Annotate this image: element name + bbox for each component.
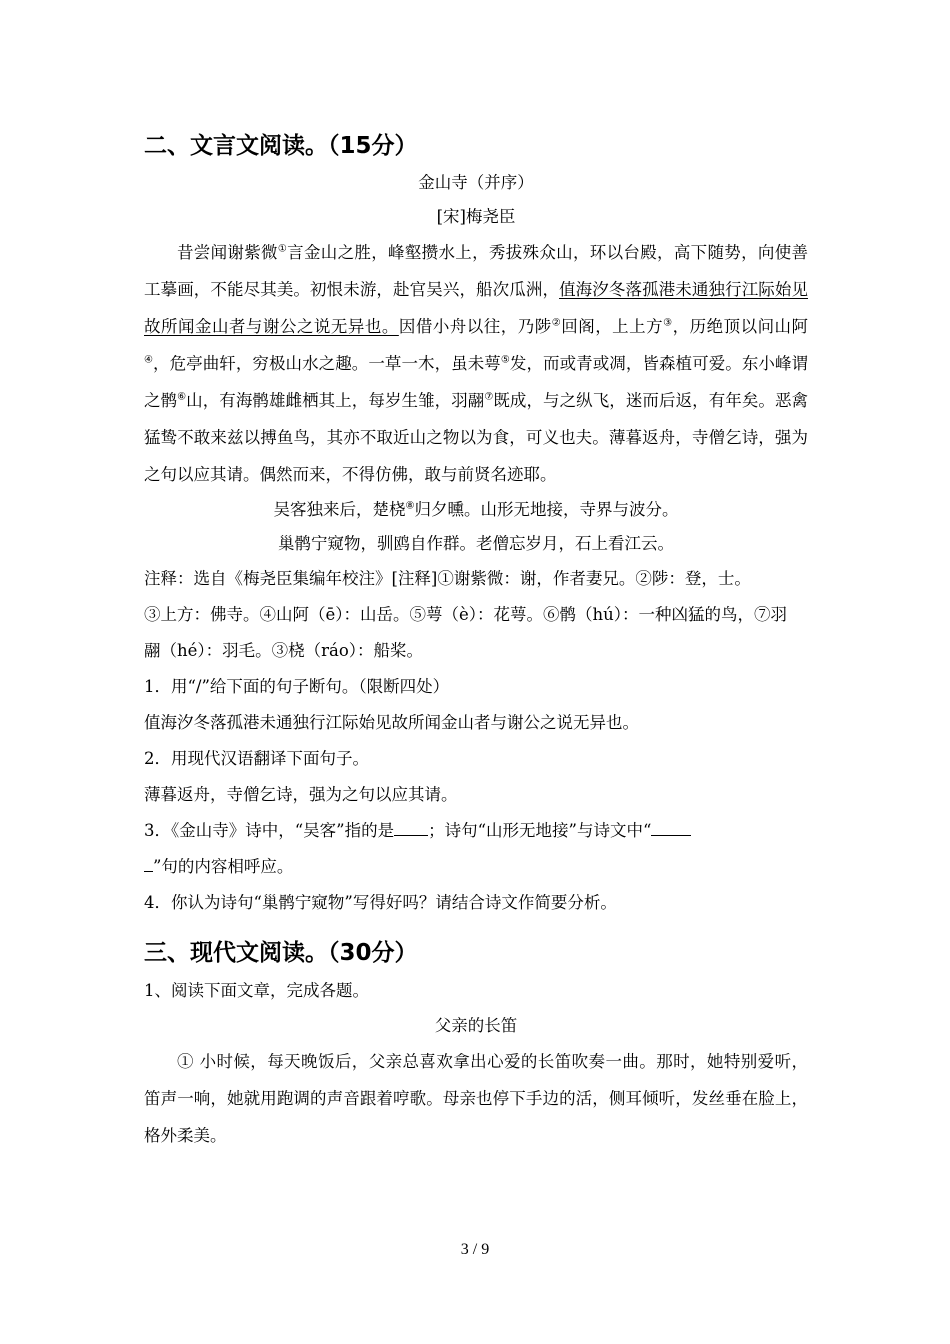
section3-heading: 三、现代文阅读。（30分） xyxy=(144,940,418,966)
answer-blank[interactable] xyxy=(394,821,428,836)
question-2-text: 薄暮返舟，寺僧乞诗，强为之句以应其请。 xyxy=(144,785,458,804)
article-title: 父亲的长笛 xyxy=(434,1016,518,1035)
question-4: 4．你认为诗句“巢鹘宁窥物”写得好吗？请结合诗文作简要分析。 xyxy=(144,893,617,912)
question-1-text: 值海汐冬落孤港未通独行江际始见故所闻金山者与谢公之说无异也。 xyxy=(144,713,639,732)
annotation-line-1: 注释：选自《梅尧臣集编年校注》[注释]①谢紫微：谢，作者妻兄。②陟：登，士。 xyxy=(144,569,751,588)
answer-blank[interactable] xyxy=(651,821,691,836)
underlined-sentence: 值海汐冬落孤港未通独行江际始见故所闻金山者与谢公之说无异也。 xyxy=(144,280,809,336)
preface-text: 昔尝闻谢紫微①言金山之胜，峰壑攒水上，秀拔殊众山，环以台殿，高下随势，向使善工摹画，不能尽其美。初恨未游，赴官吴兴，船次瓜洲，值海汐冬落孤港未通独行江际始见故所闻金山者与谢公之说无异也。因借小舟以往，乃陟②回阁，上上方③，历绝顶以问山阿④，危亭曲轩，穷极山水之趣。一草一木，虽未萼⑤发，而或青或凋，皆森植可爱。东小峰谓之鹘⑥山，有海鹘雄雌栖其上，每岁生雏，羽翮⑦既成，与之纵飞，迷而后返，有年矣。恶禽猛鸷不敢来兹以搏鱼鸟，其亦不取近山之物以为食，可义也夫。薄暮返舟，寺僧乞诗，强为之句以应其请。偶然而来，不得仿佛，敢与前贤名迹耶。 xyxy=(144,243,809,484)
section3-intro: 1、阅读下面文章，完成各题。 xyxy=(144,981,369,1000)
answer-blank[interactable] xyxy=(144,857,153,872)
article-paragraph-1: ① 小时候，每天晚饭后，父亲总喜欢拿出心爱的长笛吹奏一曲。那时，她特别爱听，笛声一响，她就用跑调的声音跟着哼歌。母亲也停下手边的活，侧耳倾听，发丝垂在脸上，格外柔美。 xyxy=(144,1052,808,1145)
question-1: 1．用“/”给下面的句子断句。（限断四处） xyxy=(144,677,450,696)
question-2: 2．用现代汉语翻译下面句子。 xyxy=(144,749,369,768)
poem-title: 金山寺（并序） xyxy=(418,173,534,192)
annotation-line-2: ③上方：佛寺。④山阿（ē）：山岳。⑤萼（è）：花萼。⑥鹘（hú）：一种凶猛的鸟，⑦羽 xyxy=(144,605,788,624)
annotation-line-3: 翮（hé）：羽毛。③桡（ráo）：船桨。 xyxy=(144,641,424,660)
page-number: 3 / 9 xyxy=(460,1241,490,1258)
poem-line-2: 巢鹘宁窥物，驯鸥自作群。老僧忘岁月，石上看江云。 xyxy=(278,534,674,553)
question-3: 3．《金山寺》诗中，“吴客”指的是 ；诗句“山形无地接”与诗文中“ ”句的内容相呼应。 xyxy=(144,813,808,885)
page-content xyxy=(144,126,808,1154)
poem-author: [宋]梅尧臣 xyxy=(436,207,516,226)
poem-line-1: 吴客独来后，楚桡⑧归夕曛。山形无地接，寺界与波分。 xyxy=(273,500,679,519)
section2-heading: 二、文言文阅读。（15分） xyxy=(144,133,418,159)
